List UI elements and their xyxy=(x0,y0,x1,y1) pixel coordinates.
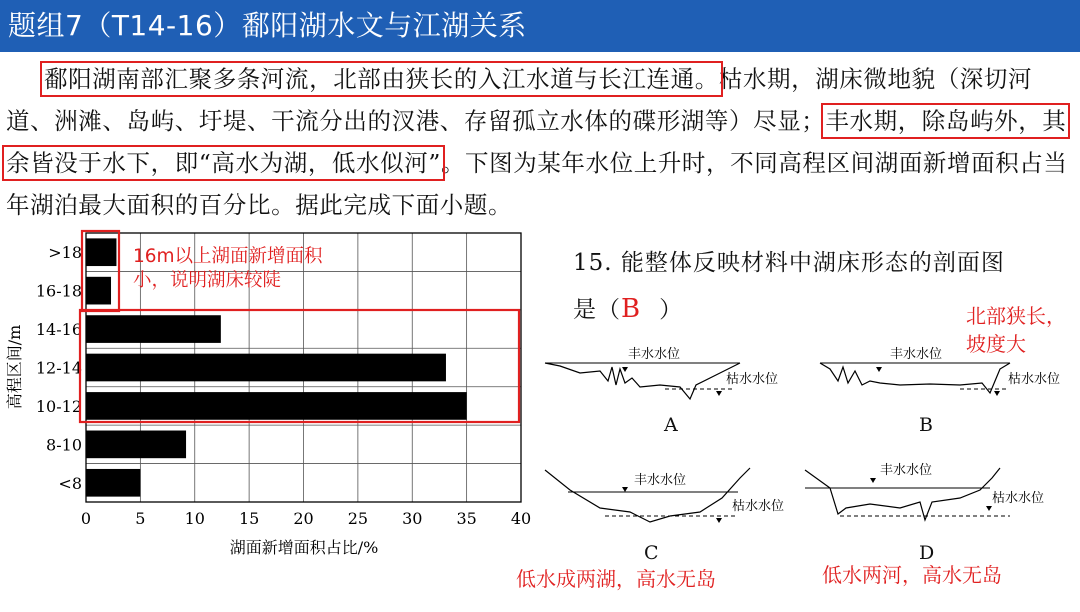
y-tick-label: 14-16 xyxy=(35,320,82,340)
d-annotation: 低水两河，高水无岛 xyxy=(822,563,1002,587)
bar-3 xyxy=(86,354,446,382)
profile-c xyxy=(540,450,810,540)
profile-b-high-marker xyxy=(876,367,882,372)
bar-5 xyxy=(86,431,186,459)
y-tick-label: 12-14 xyxy=(35,358,82,378)
profile-d xyxy=(800,450,1080,540)
question xyxy=(573,240,1005,333)
bar-2 xyxy=(86,315,221,343)
passage-text-1: 枯水期，湖床微地貌（深切河道、洲滩、岛屿、圩堤、干流分出的汊港、存留孤立水体的碟形湖等）尽显； xyxy=(6,65,1033,135)
profile-a-lakebed xyxy=(545,363,740,399)
chart-annotation-line1: 16m以上湖面新增面积 xyxy=(133,246,323,267)
profile-b-low-label: 枯水水位 xyxy=(1008,372,1061,387)
x-tick-label: 5 xyxy=(135,509,146,528)
profile-d-low-marker xyxy=(986,506,992,511)
b-annotation-line1: 北部狭长， xyxy=(966,304,1066,328)
highlight-sentence-2: 丰水期，除岛屿外，其余皆没于水下，即“高水为湖，低水似河” xyxy=(6,107,1067,177)
x-tick-label: 30 xyxy=(402,509,423,528)
profile-b-letter: B xyxy=(919,414,933,436)
profile-a-high-marker xyxy=(622,367,628,372)
x-axis-label: 湖面新增面积占比/% xyxy=(229,538,379,557)
highlight-sentence-1: 鄱阳湖南部汇聚多条河流，北部由狭长的入江水道与长江连通。 xyxy=(44,65,719,93)
passage-paragraph xyxy=(6,58,1072,226)
profile-b xyxy=(810,343,1080,413)
profile-a-high-label: 丰水水位 xyxy=(628,347,681,362)
profile-d-high-marker xyxy=(870,478,876,483)
question-line-1: 15. 能整体反映材料中湖床形态的剖面图 xyxy=(573,250,1005,276)
x-tick-label: 35 xyxy=(456,509,477,528)
profile-d-letter: D xyxy=(919,542,935,564)
bar-0 xyxy=(86,238,116,266)
y-tick-label: 8-10 xyxy=(46,435,82,455)
y-tick-label: <8 xyxy=(58,473,82,493)
bar-chart xyxy=(0,225,540,608)
x-tick-label: 25 xyxy=(347,509,369,528)
profile-c-high-label: 丰水水位 xyxy=(634,473,687,488)
bar-1 xyxy=(86,277,111,305)
x-tick-label: 20 xyxy=(293,509,314,528)
question-prefix: 是（ xyxy=(573,297,621,323)
passage-text-2: 。下图为某年水位上升时，不同高程区间湖面新增面积占当年湖泊最大面积的百分比。据此完成下面小题。 xyxy=(6,149,1068,219)
title-bar xyxy=(0,0,1080,52)
question-suffix: ） xyxy=(659,297,684,323)
y-tick-label: >18 xyxy=(48,243,82,263)
chart-annotation xyxy=(133,245,323,293)
chart-annotation-line2: 小，说明湖床较陡 xyxy=(133,270,282,291)
y-axis-label: 高程区间/m xyxy=(5,324,24,410)
profile-c-letter: C xyxy=(644,542,659,564)
profile-b-low-marker xyxy=(994,391,1000,396)
y-tick-label: 16-18 xyxy=(35,281,82,301)
question-line-2 xyxy=(573,286,1005,333)
passage xyxy=(6,58,1072,226)
profile-b-high-label: 丰水水位 xyxy=(890,347,943,362)
profile-c-high-marker xyxy=(622,487,628,492)
profile-c-low-marker xyxy=(716,518,722,523)
profile-a-low-marker xyxy=(716,391,722,396)
b-annotation-line2: 坡度大 xyxy=(966,332,1026,356)
profile-d-high-label: 丰水水位 xyxy=(880,463,933,478)
x-tick-label: 10 xyxy=(184,509,205,528)
profile-a xyxy=(540,343,810,413)
x-tick-label: 40 xyxy=(510,509,532,528)
x-tick-label: 15 xyxy=(238,509,260,528)
bar-6 xyxy=(86,469,140,497)
question-answer: B xyxy=(621,294,642,324)
page-title: 题组7（T14-16）鄱阳湖水文与江湖关系 xyxy=(8,9,527,42)
profile-c-low-label: 枯水水位 xyxy=(732,499,785,514)
c-annotation: 低水成两湖，高水无岛 xyxy=(516,567,716,591)
bar-4 xyxy=(86,392,467,420)
profile-a-letter: A xyxy=(664,414,678,436)
x-tick-label: 0 xyxy=(80,509,92,528)
profile-a-low-label: 枯水水位 xyxy=(726,372,779,387)
y-tick-label: 10-12 xyxy=(35,396,82,416)
profile-d-low-label: 枯水水位 xyxy=(992,491,1045,506)
